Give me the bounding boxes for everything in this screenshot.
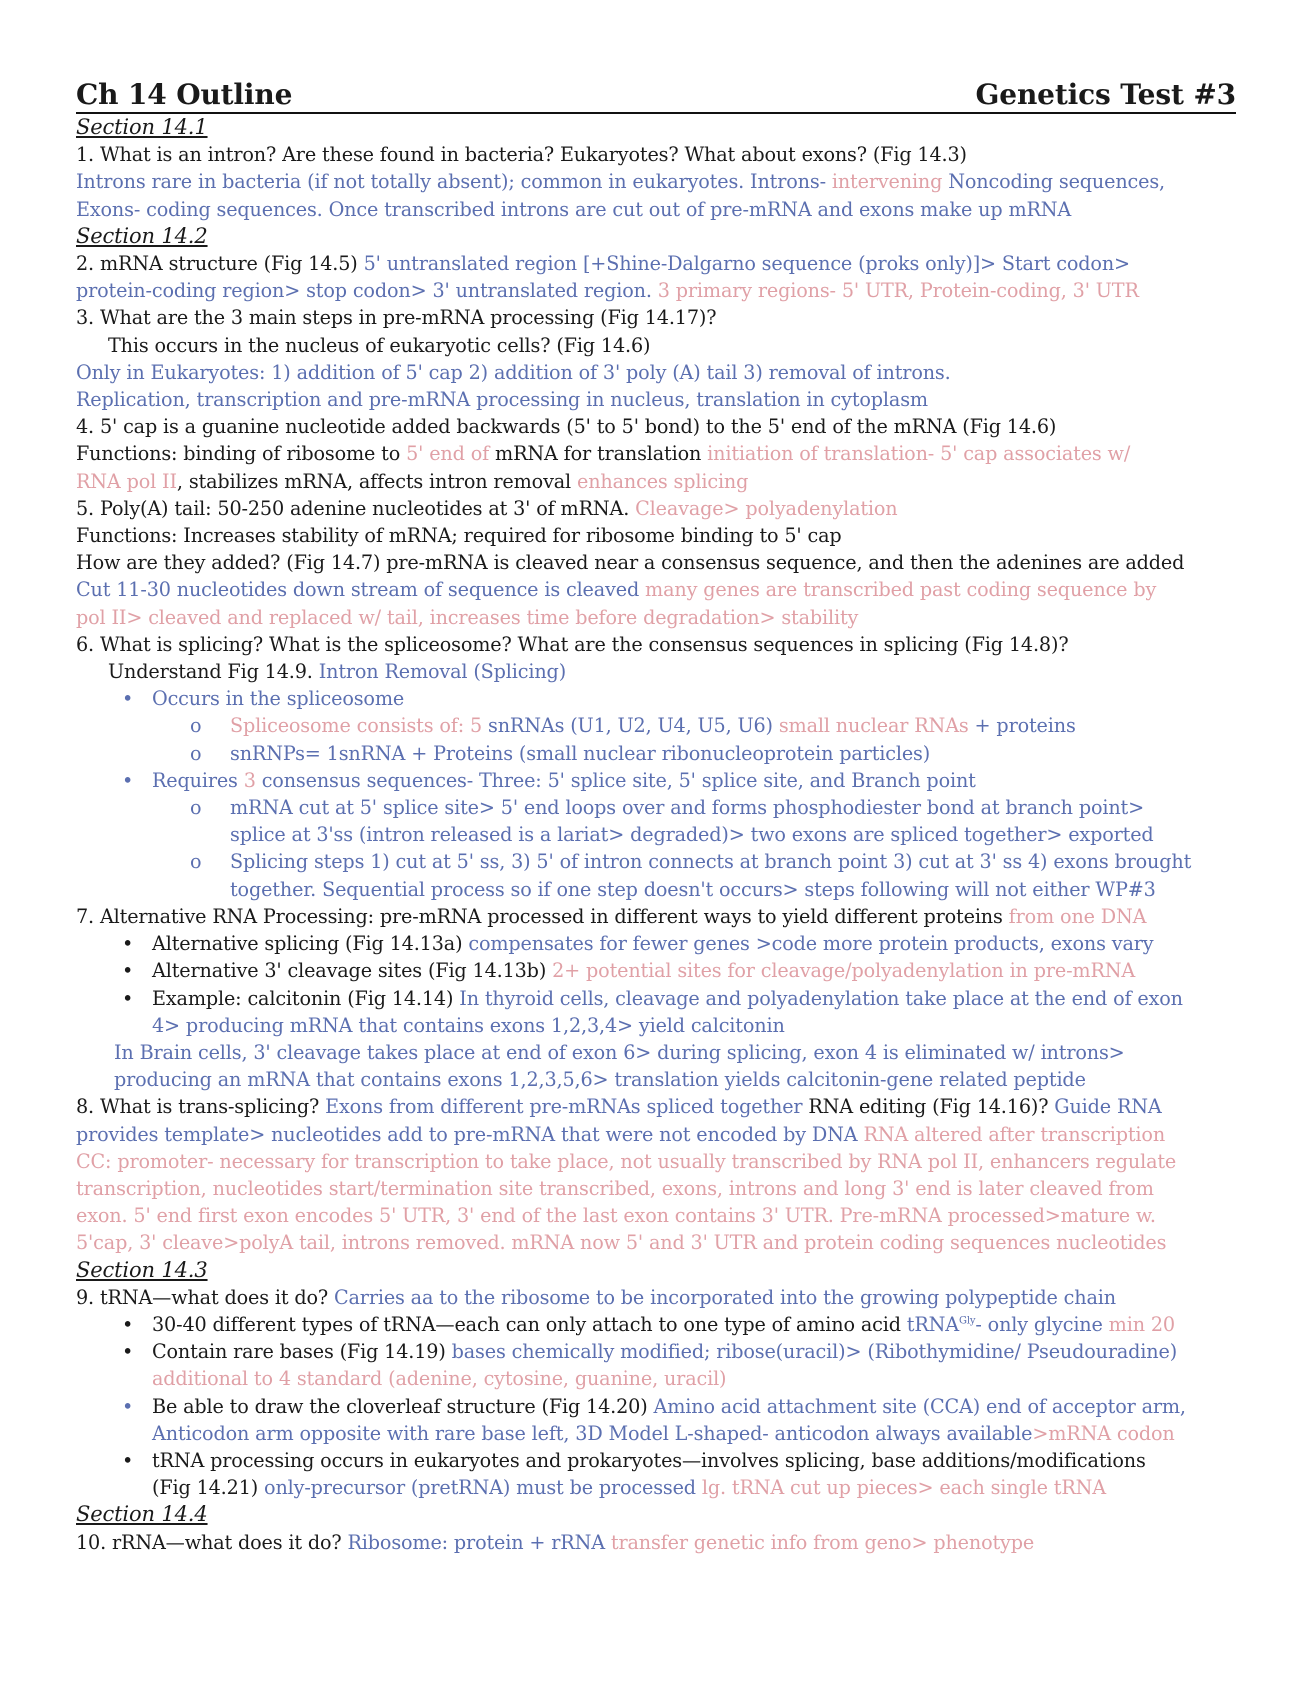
question-4: 4. 5' cap is a guanine nucleotide added backwards (5' to 5' bond) to the 5' end of the mRNA (Fig 14.6)	[76, 415, 1057, 439]
question-9: 9. tRNA—what does it do? Carries aa to the ribosome to be incorporated into the growing polypeptide chain	[76, 1285, 1116, 1309]
functions-4-line-1: Functions: binding of ribosome to 5' end of mRNA for translation initiation of translation- 5' cap associates w/	[76, 442, 1131, 466]
bullet-item: • tRNA processing occurs in eukaryotes and prokaryotes—involves splicing, base additions/modifications	[76, 1447, 1236, 1474]
bullet-item: • 30-40 different types of tRNA—each can only attach to one type of amino acid tRNA$^{Gly}$- only glycine min 20	[76, 1311, 1236, 1338]
bullet-item: • Alternative splicing (Fig 14.13a) compensates for fewer genes >code more protein products, exons vary	[76, 930, 1236, 957]
cc-note-line-4: 5'cap, 3' cleave>polyA tail, introns removed. mRNA now 5' and 3' UTR and protein coding sequences nucleotides	[76, 1231, 1167, 1255]
question-2: 2. mRNA structure (Fig 14.5) 5' untranslated region [+Shine-Dalgarno sequence (proks only)]> Start codon>	[76, 252, 1130, 276]
chapter-title: Ch 14 Outline	[76, 78, 293, 111]
question-6: 6. What is splicing? What is the spliceosome? What are the consensus sequences in splicing (Fig 14.8)?	[76, 632, 1069, 656]
section-heading: Section 14.1	[76, 115, 208, 139]
answer-2: protein-coding region> stop codon> 3' untranslated region. 3 primary regions- 5' UTR, Protein-coding, 3' UTR	[76, 279, 1139, 303]
document-header	[76, 76, 1236, 114]
question-10: 10. rRNA—what does it do? Ribosome: protein + rRNA transfer genetic info from geno> phenotype	[76, 1530, 1035, 1554]
answer-5-line-1: Cut 11-30 nucleotides down stream of sequence is cleaved many genes are transcribed past coding sequence by	[76, 578, 1157, 602]
answer-1-line-2: Exons- coding sequences. Once transcribed introns are cut out of pre-mRNA and exons make up mRNA	[76, 197, 1072, 221]
answer-3-line-1: Only in Eukaryotes: 1) addition of 5' cap 2) addition of 3' poly (A) tail 3) removal of introns.	[76, 360, 951, 384]
sub-bullet-item: o Spliceosome consists of: 5 snRNAs (U1, U2, U4, U5, U6) small nuclear RNAs + proteins	[76, 712, 1236, 739]
cc-note-line-1: CC: promoter- necessary for transcription to take place, not usually transcribed by RNA pol II, enhancers regulate	[76, 1149, 1177, 1173]
answer-7-line-2: producing an mRNA that contains exons 1,2,3,5,6> translation yields calcitonin-gene related peptide	[114, 1068, 1086, 1092]
question-7: 7. Alternative RNA Processing: pre-mRNA processed in different ways to yield different proteins from one DNA	[76, 904, 1147, 928]
answer-8: provides template> nucleotides add to pre-mRNA that were not encoded by DNA RNA altered after transcription	[76, 1122, 1166, 1146]
functions-4-line-2: RNA pol II, stabilizes mRNA, affects intron removal enhances splicing	[76, 469, 749, 493]
bullet-item: • Occurs in the spliceosome	[76, 685, 1236, 712]
section-heading: Section 14.4	[76, 1502, 208, 1527]
question-8: 8. What is trans-splicing? Exons from different pre-mRNAs spliced together RNA editing (Fig 14.16)? Guide RNA	[76, 1095, 1162, 1119]
cc-note-line-2: transcription, nucleotides start/termination site transcribed, exons, introns and long 3' end is later cleaved from	[76, 1176, 1154, 1200]
section-heading: Section 14.3	[76, 1257, 208, 1282]
sub-bullet-continuation: together. Sequential process so if one step doesn't occurs> steps following will not either WP#3	[230, 877, 1156, 901]
question-5: 5. Poly(A) tail: 50-250 adenine nucleotides at 3' of mRNA. Cleavage> polyadenylation	[76, 496, 898, 520]
answer-1-line-1: Introns rare in bacteria (if not totally absent); common in eukaryotes. Introns- intervening Noncoding sequences,	[76, 170, 1165, 194]
bullet-item: • Contain rare bases (Fig 14.19) bases chemically modified; ribose(uracil)> (Ribothymidine/ Pseudouradine)	[76, 1338, 1236, 1365]
section-heading: Section 14.2	[76, 223, 208, 248]
bullet-item: • Example: calcitonin (Fig 14.14) In thyroid cells, cleavage and polyadenylation take place at the end of exon	[76, 985, 1236, 1012]
sub-bullet-continuation: splice at 3'ss (intron released is a lariat> degraded)> two exons are spliced together> exported	[230, 823, 1154, 847]
answer-3-line-2: Replication, transcription and pre-mRNA processing in nucleus, translation in cytoplasm	[76, 388, 928, 412]
bullet-item: • Alternative 3' cleavage sites (Fig 14.13b) 2+ potential sites for cleavage/polyadenylation in pre-mRNA	[76, 957, 1236, 984]
functions-5: Functions: Increases stability of mRNA; required for ribosome binding to 5' cap	[76, 524, 842, 548]
bullet-continuation: (Fig 14.21) only-precursor (pretRNA) must be processed lg. tRNA cut up pieces> each single tRNA	[152, 1476, 1106, 1500]
bullet-continuation: 4> producing mRNA that contains exons 1,2,3,4> yield calcitonin	[152, 1013, 785, 1037]
question-6-sub: Understand Fig 14.9. Intron Removal (Splicing)	[108, 660, 567, 684]
question-3-sub: This occurs in the nucleus of eukaryotic cells? (Fig 14.6)	[108, 333, 651, 357]
bullet-continuation: Anticodon arm opposite with rare base left, 3D Model L-shaped- anticodon always available>mRNA codon	[152, 1421, 1175, 1445]
bullet-item: • Be able to draw the cloverleaf structure (Fig 14.20) Amino acid attachment site (CCA) end of acceptor arm,	[76, 1393, 1236, 1420]
sub-bullet-item: o mRNA cut at 5' splice site> 5' end loops over and forms phosphodiester bond at branch point>	[76, 794, 1236, 821]
test-title: Genetics Test #3	[975, 78, 1236, 111]
cc-note-line-3: exon. 5' end first exon encodes 5' UTR, 3' end of the last exon contains 3' UTR. Pre-mRNA processed>mature w.	[76, 1204, 1156, 1228]
question-3: 3. What are the 3 main steps in pre-mRNA processing (Fig 14.17)?	[76, 306, 717, 330]
question-1: 1. What is an intron? Are these found in bacteria? Eukaryotes? What about exons? (Fig 14.3)	[76, 143, 967, 167]
bullet-item: • Requires 3 consensus sequences- Three: 5' splice site, 5' splice site, and Branch point	[76, 767, 1236, 794]
document-page	[76, 76, 1236, 1556]
sub-bullet-item: o Splicing steps 1) cut at 5' ss, 3) 5' of intron connects at branch point 3) cut at 3' ss 4) exons brought	[76, 848, 1236, 875]
answer-5-line-2: pol II> cleaved and replaced w/ tail, increases time before degradation> stability	[76, 605, 859, 629]
bullet-continuation: additional to 4 standard (adenine, cytosine, guanine, uracil)	[152, 1367, 727, 1391]
answer-7-line-1: In Brain cells, 3' cleavage takes place at end of exon 6> during splicing, exon 4 is eliminated w/ introns>	[114, 1040, 1125, 1064]
sub-bullet-item: o snRNPs= 1snRNA + Proteins (small nuclear ribonucleoprotein particles)	[76, 740, 1236, 767]
how-added-5: How are they added? (Fig 14.7) pre-mRNA is cleaved near a consensus sequence, and then the adenines are added	[76, 551, 1185, 575]
